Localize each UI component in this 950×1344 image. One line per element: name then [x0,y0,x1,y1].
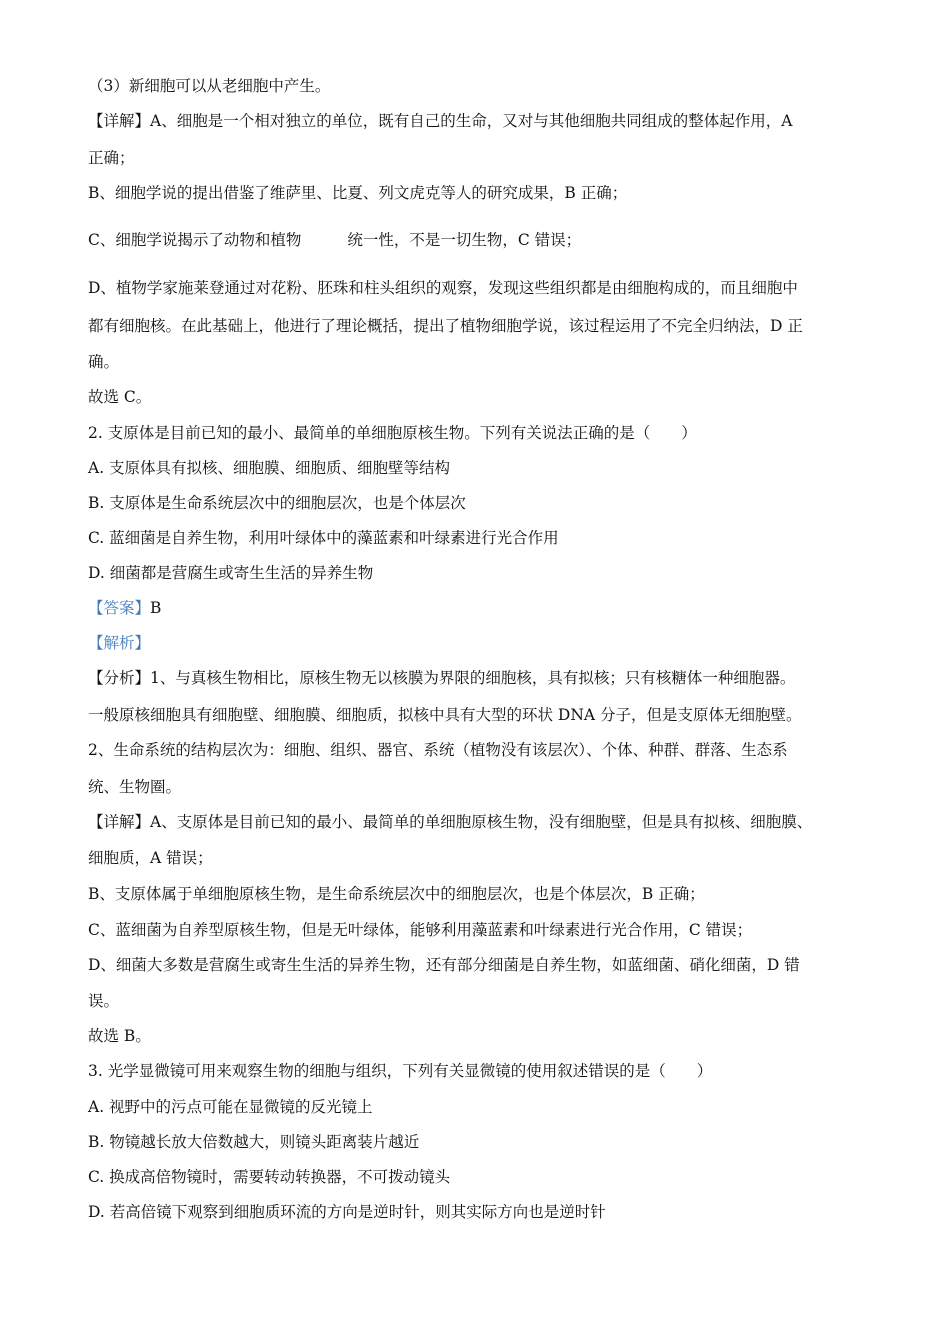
q2-detail-b: B、支原体属于单细胞原核生物，是生命系统层次中的细胞层次，也是个体层次，B 正确； [88,885,705,903]
detail-c-part1: C、细胞学说揭示了动物和植物 [88,231,302,249]
q3-stem: 3. 光学显微镜可用来观察生物的细胞与组织，下列有关显微镜的使用叙述错误的是（ ） [88,1062,713,1080]
q1-detail-d: D、植物学家施莱登通过对花粉、胚珠和柱头组织的观察，发现这些组织都是由细胞构成的，而且细胞中 [88,279,798,297]
q2-analysis-1-cont: 一般原核细胞具有细胞壁、细胞膜、细胞质，拟核中具有大型的环状 DNA 分子，但是支原体无细胞壁。 [88,706,802,724]
q2-choice: 故选 B。 [88,1027,151,1045]
q2-option-d: D. 细菌都是营腐生或寄生生活的异养生物 [88,564,374,582]
q2-analysis-label: 【解析】 [88,634,151,652]
analysis-sub-label: 【分析】 [88,669,151,687]
q1-detail-a-cont: 正确； [88,149,135,167]
detail-label: 【详解】 [88,813,151,831]
q2-option-a: A. 支原体具有拟核、细胞膜、细胞质、细胞壁等结构 [88,459,451,477]
q2-analysis-1 [88,668,795,688]
q1-detail-c [88,230,581,250]
q2-detail-d: D、细菌大多数是营腐生或寄生生活的异养生物，还有部分细菌是自养生物，如蓝细菌、硝化细菌，D 错 [88,956,800,974]
detail-text: A、细胞是一个相对独立的单位，既有自己的生命，又对与其他细胞共同组成的整体起作用，A [150,112,793,130]
q3-option-a: A. 视野中的污点可能在显微镜的反光镜上 [88,1098,373,1116]
q2-option-c: C. 蓝细菌是自养生物，利用叶绿体中的藻蓝素和叶绿素进行光合作用 [88,529,559,547]
q2-answer [88,598,161,618]
q2-stem: 2. 支原体是目前已知的最小、最简单的单细胞原核生物。下列有关说法正确的是（ ） [88,424,697,442]
q3-option-c: C. 换成高倍物镜时，需要转动转换器，不可拨动镜头 [88,1168,451,1186]
q1-detail-d-cont2: 确。 [88,353,120,371]
analysis-text: 1、与真核生物相比，原核生物无以核膜为界限的细胞核，具有拟核；只有核糖体一种细胞器。 [150,669,796,687]
q3-option-d: D. 若高倍镜下观察到细胞质环流的方向是逆时针，则其实际方向也是逆时针 [88,1203,606,1221]
detail-c-part2: 统一性，不是一切生物，C 错误； [347,231,582,249]
point-3: （3）新细胞可以从老细胞中产生。 [88,77,331,95]
q2-detail-c: C、蓝细菌为自养型原核生物，但是无叶绿体，能够利用藻蓝素和叶绿素进行光合作用，C 错误； [88,921,753,939]
q1-detail-b: B、细胞学说的提出借鉴了维萨里、比夏、列文虎克等人的研究成果，B 正确； [88,184,628,202]
q1-detail-a [88,111,792,131]
detail-text: A、支原体是目前已知的最小、最简单的单细胞原核生物，没有细胞壁，但是具有拟核、细胞膜、 [150,813,813,831]
answer-label: 【答案】 [88,599,151,617]
q2-analysis-2-cont: 统、生物圈。 [88,778,182,796]
answer-value: B [150,599,162,617]
q2-detail-a [88,812,812,832]
q1-detail-d-cont: 都有细胞核。在此基础上，他进行了理论概括，提出了植物细胞学说，该过程运用了不完全归纳法，D 正 [88,317,803,335]
q2-option-b: B. 支原体是生命系统层次中的细胞层次，也是个体层次 [88,494,466,512]
detail-label: 【详解】 [88,112,151,130]
q2-analysis-2: 2、生命系统的结构层次为：细胞、组织、器官、系统（植物没有该层次）、个体、种群、群落、生态系 [88,741,788,759]
q2-detail-d-cont: 误。 [88,992,120,1010]
q3-option-b: B. 物镜越长放大倍数越大，则镜头距离装片越近 [88,1133,420,1151]
q2-detail-a-cont: 细胞质，A 错误； [88,849,213,867]
q1-choice: 故选 C。 [88,388,152,406]
